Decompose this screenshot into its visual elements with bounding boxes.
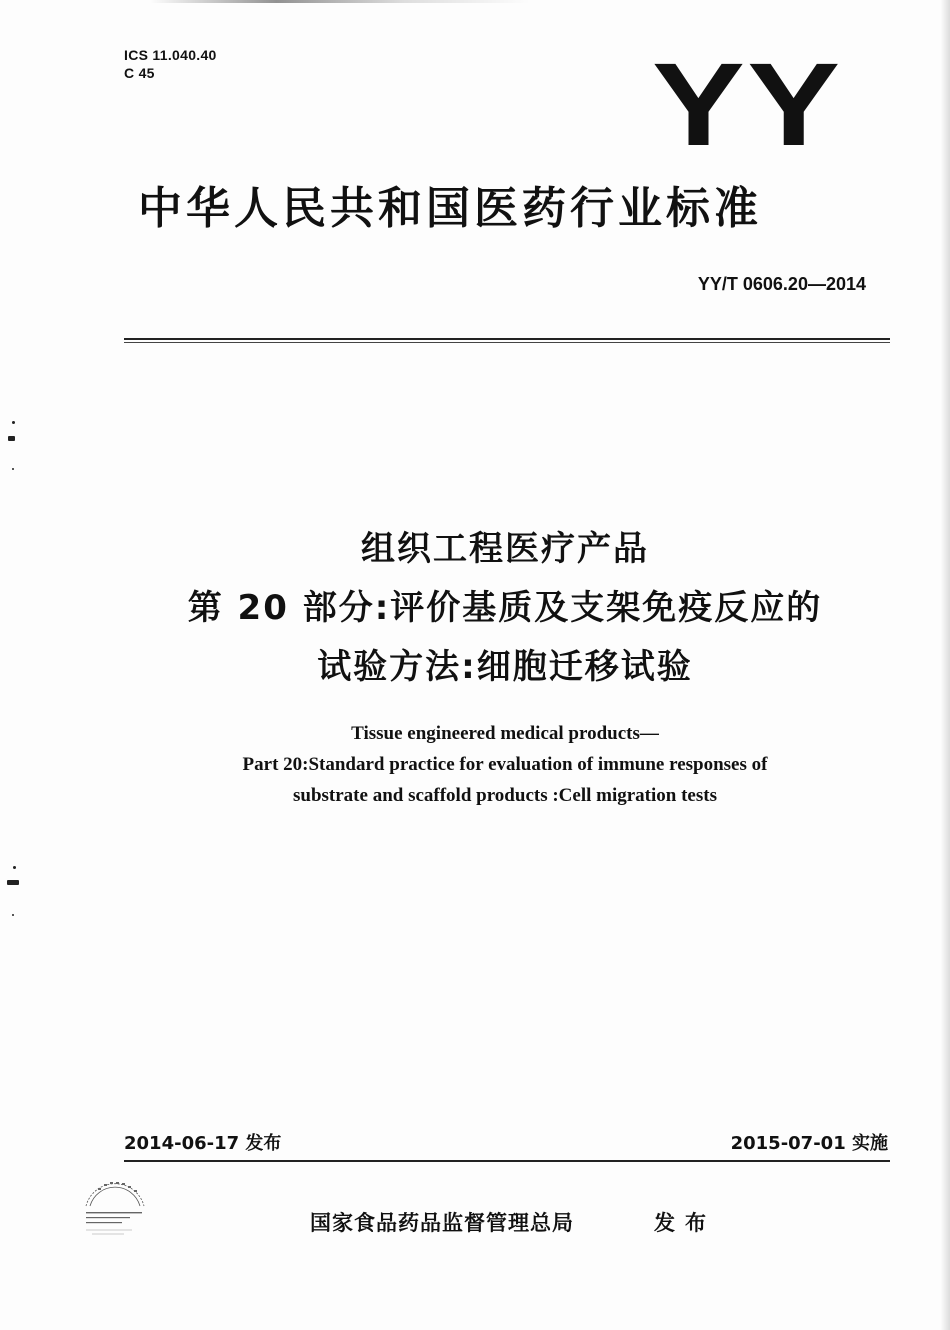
classification-codes	[124, 46, 217, 82]
issuing-authority: 国家食品药品监督管理总局	[310, 1211, 574, 1235]
publish-date: 2014-06-17 发布	[124, 1133, 282, 1154]
yy-logo: YY	[652, 39, 843, 171]
english-title-line-3: substrate and scaffold products :Cell migration tests	[293, 785, 717, 806]
footer-divider	[124, 1160, 890, 1162]
ics-code: ICS 11.040.40	[124, 47, 217, 63]
margin-mark	[12, 421, 15, 424]
margin-mark	[12, 914, 14, 916]
organization-title: 中华人民共和国医药行业标准	[138, 183, 762, 234]
implement-date: 2015-07-01 实施	[730, 1133, 888, 1154]
chinese-title-line-3: 试验方法:细胞迁移试验	[317, 647, 693, 687]
chinese-title-line-1: 组织工程医疗产品	[361, 529, 649, 569]
english-title	[60, 718, 950, 811]
chinese-title	[60, 520, 950, 697]
issue-label: 发布	[654, 1211, 716, 1235]
standard-number: YY/T 0606.20—2014	[697, 274, 866, 294]
chinese-title-line-2: 第 20 部分:评价基质及支架免疫反应的	[187, 588, 823, 628]
distributor-stamp-icon	[72, 1172, 158, 1258]
header-divider	[124, 338, 890, 340]
scan-artifact-top	[150, 0, 530, 3]
margin-mark	[7, 880, 19, 885]
ccs-code: C 45	[124, 65, 155, 81]
margin-mark	[13, 866, 16, 869]
english-title-line-2: Part 20:Standard practice for evaluation of immune responses of	[242, 754, 768, 775]
margin-mark	[12, 468, 14, 470]
english-title-line-1: Tissue engineered medical products—	[351, 723, 659, 744]
margin-mark	[8, 436, 15, 441]
header-divider-thin	[124, 342, 890, 343]
